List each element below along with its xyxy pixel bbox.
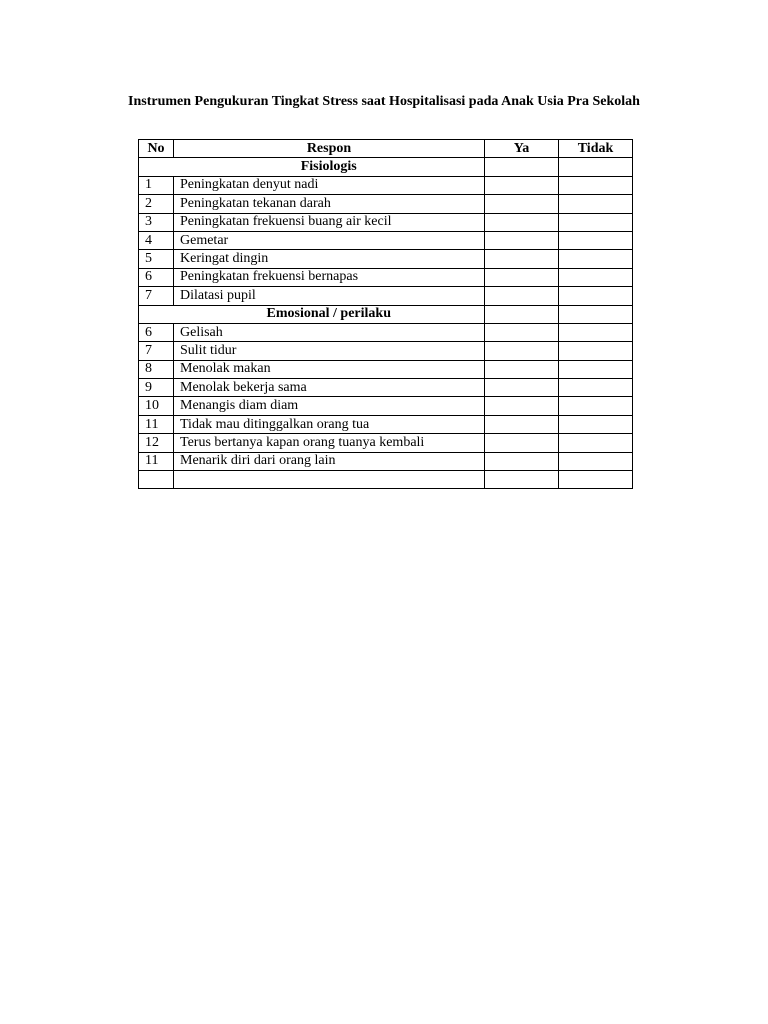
header-no: No (139, 140, 174, 158)
row-tidak-cell[interactable] (559, 176, 633, 194)
row-no: 6 (139, 268, 174, 286)
table-row (139, 379, 633, 397)
row-respon: Dilatasi pupil (174, 287, 485, 305)
row-respon: Terus bertanya kapan orang tuanya kembali (174, 434, 485, 452)
row-tidak-cell[interactable] (559, 379, 633, 397)
row-ya-cell[interactable] (485, 452, 559, 470)
row-ya-cell[interactable] (485, 434, 559, 452)
section-heading: Fisiologis (174, 158, 485, 176)
table-row (139, 360, 633, 378)
row-no: 5 (139, 250, 174, 268)
header-respon: Respon (174, 140, 485, 158)
stress-instrument-table (138, 139, 633, 489)
row-no: 4 (139, 231, 174, 249)
row-respon: Peningkatan frekuensi buang air kecil (174, 213, 485, 231)
section-tidak-cell (559, 158, 633, 176)
table-row (139, 397, 633, 415)
row-no: 12 (139, 434, 174, 452)
row-respon: Menarik diri dari orang lain (174, 452, 485, 470)
row-tidak-cell[interactable] (559, 415, 633, 433)
row-no: 6 (139, 323, 174, 341)
row-respon: Gelisah (174, 323, 485, 341)
table-body (139, 158, 633, 489)
row-ya-cell[interactable] (485, 360, 559, 378)
table-row (139, 231, 633, 249)
row-respon: Keringat dingin (174, 250, 485, 268)
row-ya-cell[interactable] (485, 342, 559, 360)
table-row (139, 250, 633, 268)
row-ya-cell[interactable] (485, 323, 559, 341)
row-ya-cell[interactable] (485, 397, 559, 415)
row-respon: Peningkatan denyut nadi (174, 176, 485, 194)
header-tidak: Tidak (559, 140, 633, 158)
section-tidak-cell (559, 305, 633, 323)
row-tidak-cell[interactable] (559, 213, 633, 231)
table-row (139, 287, 633, 305)
row-ya-cell[interactable] (485, 213, 559, 231)
section-row (139, 158, 633, 176)
row-tidak-cell[interactable] (559, 452, 633, 470)
row-ya-cell[interactable] (485, 176, 559, 194)
section-no-cell (139, 305, 174, 323)
row-ya-cell[interactable] (485, 250, 559, 268)
empty-tidak-cell (559, 471, 633, 489)
row-respon: Menolak bekerja sama (174, 379, 485, 397)
row-no: 8 (139, 360, 174, 378)
row-tidak-cell[interactable] (559, 397, 633, 415)
row-ya-cell[interactable] (485, 415, 559, 433)
row-ya-cell[interactable] (485, 287, 559, 305)
row-no: 9 (139, 379, 174, 397)
table-row (139, 452, 633, 470)
table-row (139, 268, 633, 286)
table-row (139, 323, 633, 341)
section-ya-cell (485, 158, 559, 176)
row-respon: Menolak makan (174, 360, 485, 378)
page-title: Instrumen Pengukuran Tingkat Stress saat Hospitalisasi pada Anak Usia Pra Sekolah (128, 94, 640, 109)
row-respon: Sulit tidur (174, 342, 485, 360)
row-respon: Peningkatan tekanan darah (174, 195, 485, 213)
row-no: 3 (139, 213, 174, 231)
row-tidak-cell[interactable] (559, 268, 633, 286)
section-no-cell (139, 158, 174, 176)
row-tidak-cell[interactable] (559, 360, 633, 378)
row-respon: Menangis diam diam (174, 397, 485, 415)
header-ya: Ya (485, 140, 559, 158)
empty-no-cell (139, 471, 174, 489)
row-no: 7 (139, 287, 174, 305)
empty-ya-cell (485, 471, 559, 489)
row-respon: Tidak mau ditinggalkan orang tua (174, 415, 485, 433)
row-ya-cell[interactable] (485, 379, 559, 397)
row-tidak-cell[interactable] (559, 231, 633, 249)
row-no: 10 (139, 397, 174, 415)
row-tidak-cell[interactable] (559, 434, 633, 452)
row-no: 11 (139, 415, 174, 433)
table-row (139, 415, 633, 433)
row-respon: Gemetar (174, 231, 485, 249)
row-ya-cell[interactable] (485, 268, 559, 286)
table-row (139, 176, 633, 194)
row-ya-cell[interactable] (485, 231, 559, 249)
section-heading: Emosional / perilaku (174, 305, 485, 323)
row-tidak-cell[interactable] (559, 287, 633, 305)
table-row (139, 195, 633, 213)
row-respon: Peningkatan frekuensi bernapas (174, 268, 485, 286)
row-no: 2 (139, 195, 174, 213)
row-tidak-cell[interactable] (559, 323, 633, 341)
section-row (139, 305, 633, 323)
table-row (139, 434, 633, 452)
row-ya-cell[interactable] (485, 195, 559, 213)
row-no: 11 (139, 452, 174, 470)
empty-row (139, 471, 633, 489)
table-header-row (139, 140, 633, 158)
row-tidak-cell[interactable] (559, 195, 633, 213)
row-tidak-cell[interactable] (559, 342, 633, 360)
row-no: 7 (139, 342, 174, 360)
empty-respon-cell (174, 471, 485, 489)
row-no: 1 (139, 176, 174, 194)
table-row (139, 213, 633, 231)
row-tidak-cell[interactable] (559, 250, 633, 268)
section-ya-cell (485, 305, 559, 323)
table-row (139, 342, 633, 360)
